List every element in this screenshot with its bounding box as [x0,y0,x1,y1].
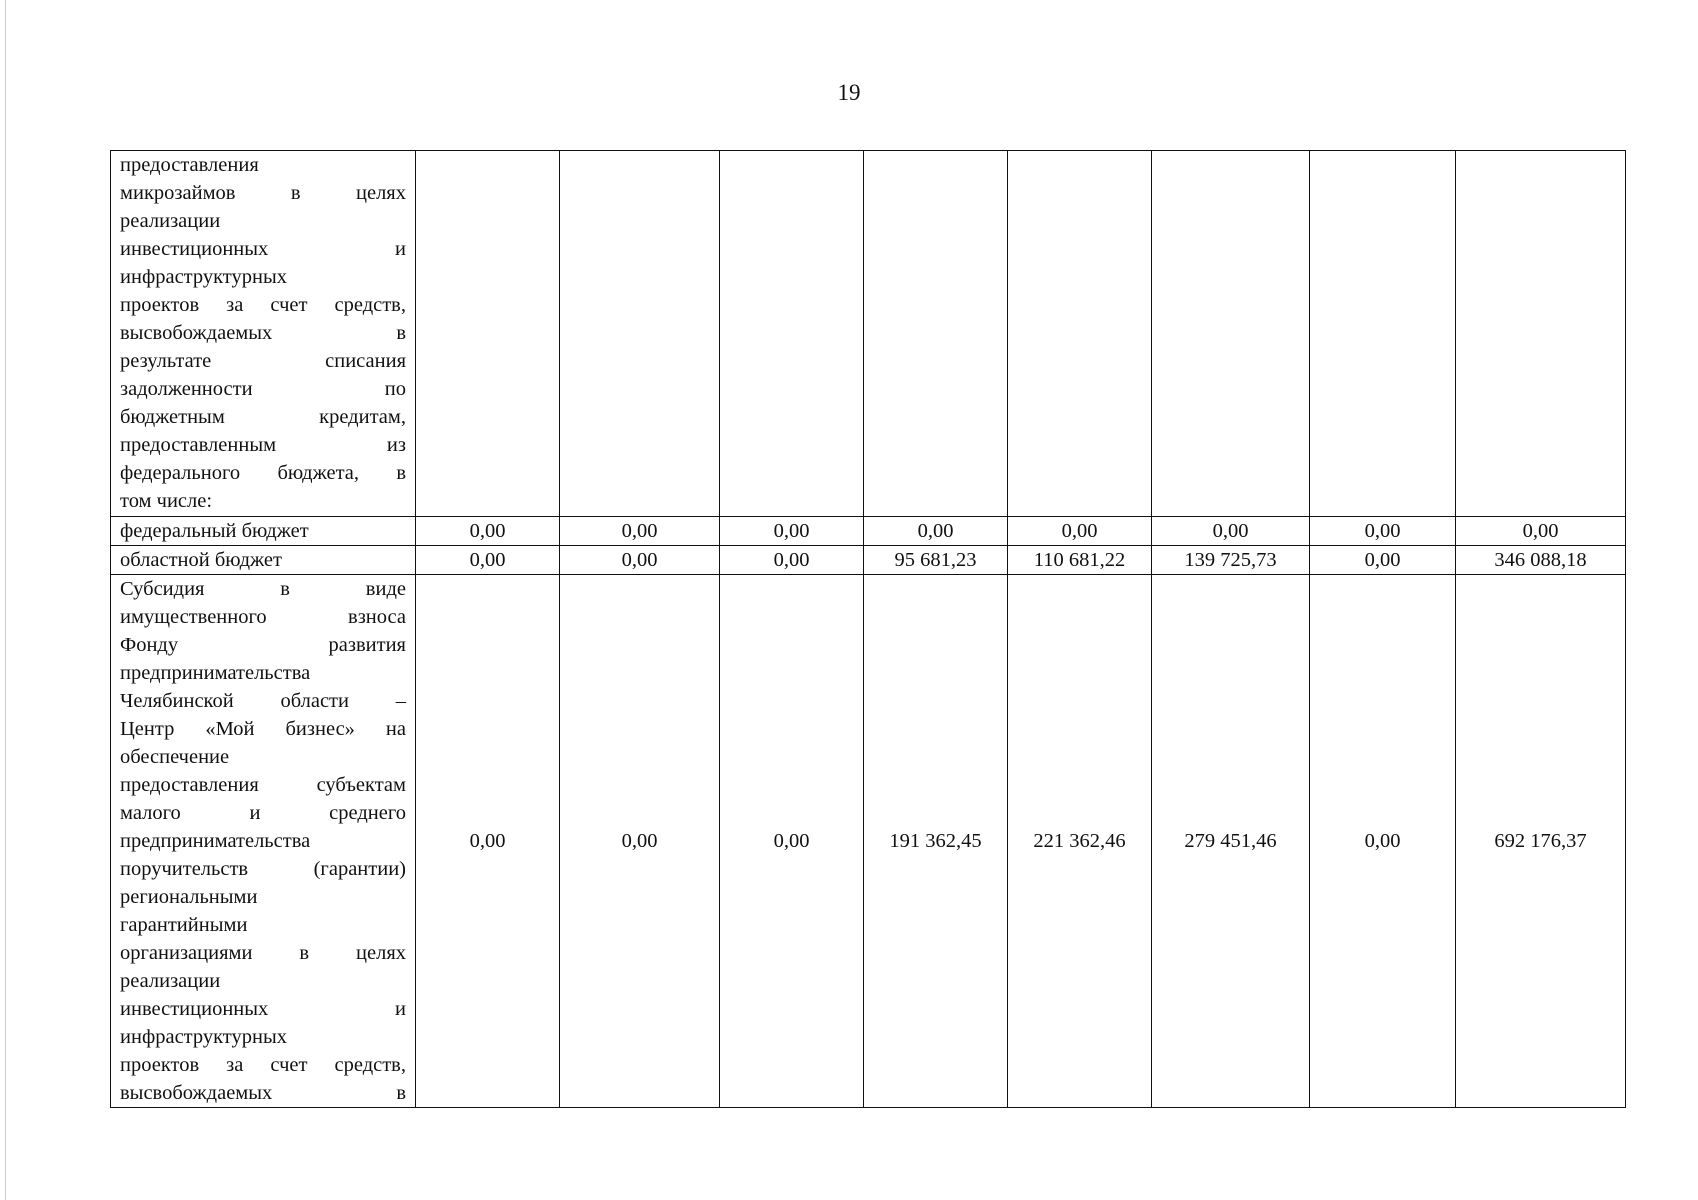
label-line: том числе: [120,490,213,512]
table-cell [864,151,1008,517]
label-line: бюджетным кредитам, [120,406,406,428]
label-line: предоставления субъектам [120,774,406,796]
label-line: региональными [120,886,258,908]
table-cell: 0,00 [864,517,1008,546]
label-line: проектов за счет средств, [120,1054,406,1076]
label-line: Фонду развития [120,634,406,656]
table-cell: 221 362,46 [1008,575,1152,1108]
table-row [111,575,1626,1108]
label-line: Субсидия в виде [120,578,406,600]
label-line: малого и среднего [120,802,406,824]
table-cell: 0,00 [1456,517,1626,546]
table-cell: 0,00 [720,575,864,1108]
label-line: инфраструктурных [120,266,287,288]
label-line: обеспечение [120,746,230,768]
label-line: реализации [120,970,221,992]
table-row [111,517,1626,546]
table-cell: 0,00 [416,517,560,546]
table-cell: 0,00 [1152,517,1310,546]
label-line: предоставленным из [120,434,406,456]
row-label: областной бюджет [111,546,416,575]
table-cell [720,151,864,517]
label-line: инвестиционных и [120,998,406,1020]
table-cell: 0,00 [1310,575,1456,1108]
label-line: федерального бюджета, в [120,462,406,484]
table-cell: 346 088,18 [1456,546,1626,575]
table-cell: 110 681,22 [1008,546,1152,575]
table-cell: 0,00 [416,546,560,575]
page-edge-line [5,0,6,1200]
label-line: проектов за счет средств, [120,294,406,316]
table-cell: 95 681,23 [864,546,1008,575]
label-line: организациями в целях [120,942,406,964]
label-line: гарантийными [120,914,248,936]
table-cell: 0,00 [560,546,720,575]
label-line: поручительств (гарантии) [120,858,406,880]
label-line: Челябинской области – [120,690,406,712]
label-line: высвобождаемых в [120,1082,406,1104]
table-cell [1008,151,1152,517]
label-line: результате списания [120,350,406,372]
table-cell: 0,00 [416,575,560,1108]
label-line: микрозаймов в целях [120,182,406,204]
row-label [111,575,416,1108]
table-cell [1456,151,1626,517]
label-line: предоставления [120,154,259,176]
table-cell: 191 362,45 [864,575,1008,1108]
label-line: предпринимательства [120,830,311,852]
table-cell: 0,00 [1310,546,1456,575]
table-cell [1310,151,1456,517]
table-cell: 0,00 [1008,517,1152,546]
table-row [111,546,1626,575]
table-cell: 0,00 [720,517,864,546]
table-cell: 0,00 [560,517,720,546]
label-line: предпринимательства [120,662,311,684]
table-cell: 279 451,46 [1152,575,1310,1108]
row-label: федеральный бюджет [111,517,416,546]
table-cell: 0,00 [1310,517,1456,546]
label-line: имущественного взноса [120,606,406,628]
label-line: высвобождаемых в [120,322,406,344]
table-cell [416,151,560,517]
label-line: Центр «Мой бизнес» на [120,718,406,740]
table-cell: 692 176,37 [1456,575,1626,1108]
label-line: инфраструктурных [120,1026,287,1048]
table-cell: 0,00 [560,575,720,1108]
label-line: задолженности по [120,378,406,400]
table-row [111,151,1626,517]
table-cell [1152,151,1310,517]
label-line: инвестиционных и [120,238,406,260]
budget-table [110,150,1626,1108]
label-line: реализации [120,210,221,232]
table-cell: 0,00 [720,546,864,575]
page-number: 19 [837,80,861,105]
row-label [111,151,416,517]
table-cell: 139 725,73 [1152,546,1310,575]
table-cell [560,151,720,517]
